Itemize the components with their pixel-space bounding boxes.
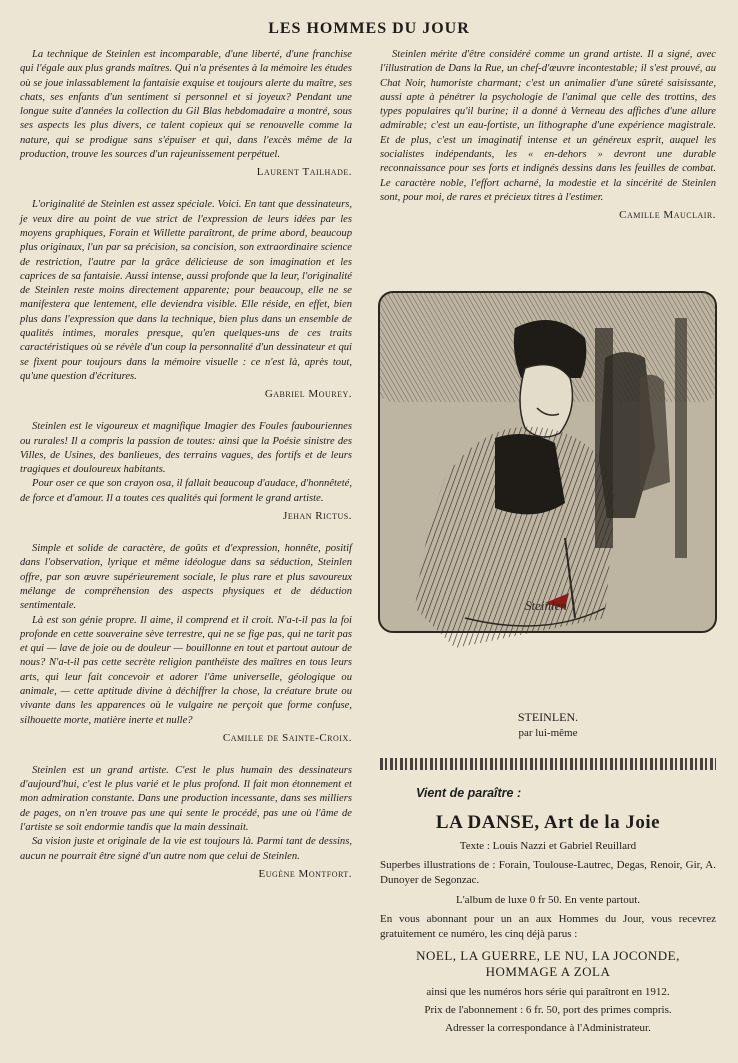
quote-block [20,542,352,728]
quote-block [380,48,716,205]
quote-paragraph: L'originalité de Steinlen est assez spéciale. Voici. En tant que dessinateurs, je veux dire au point de vue strict de l'expression de leurs idées par les moyens graphiques, Forain et Willette paraîtront, de prime abord, beaucoup plus originaux, l'un par sa précision, sa concision, son extraordinaire science de restriction, l'autre par la grâce délicieuse de son imagination et les caprices de sa fantaisie. Aussi intense, aussi profonde que la leur, l'originalité de Steinlen reste moins directement apparente; pour beaucoup, elle ne se manifestera que lentement, elle deviendra visible. Elle réside, en effet, bien plus dans l'expression que dans la technique, bien plus dans un ensemble de qualités intimes, morales presque, qu'en quelques-uns de ces traits caractéristiques où se révèle d'un coup la personnalité d'un dessinateur et qui se fixent pour toujours dans la mémoire visuelle : ce n'est là, après tout, qu'une question d'écritures. [20,199,352,382]
right-column [380,48,716,221]
quote-signature: Camille Mauclair. [619,209,716,222]
quote-block [20,420,352,506]
quote-signature: Jehan Rictus. [283,510,352,523]
quote-paragraph: Steinlen est un grand artiste. C'est le plus humain des dessinateurs d'aujourd'hui, c'est le plus varié et le plus profond. Il fait mon étonnement et mon admiration constante. Dans une production incessante, dans ses milliers de pages, on n'en trouve pas une qui sente le procédé, pas une où l'âme de l'artiste se soit endormie tandis que la main dessinait. [20,764,352,834]
page-header: LES HOMMES DU JOUR [268,20,470,37]
ornamental-divider [380,758,716,770]
quote-block [20,764,352,864]
quote-paragraph: Là est son génie propre. Il aime, il comprend et il croit. N'a-t-il pas la foi profonde en cette souveraine sève terrestre, qui ne se fige pas, qui ne tarit pas et qui — lave de joie ou de douleur — bouillonne en tout et partout autour de nous? N'a-t-il pas cette secrète religion panthéiste des maîtres en tous leurs arts, qui leur fait concevoir et adorer l'âme universelle, géologique ou animale, — cette aptitude divine à déchiffrer la chose, la créature brute ou vivante dans les apparences où le vulgaire ne perçoit que forme confuse, silhouette morte, matière inerte et nulle? [20,614,352,726]
quote-signature: Eugène Montfort. [258,867,352,880]
caption-subtitle: par lui-même [518,727,578,739]
notice-issues-line1: NOEL, LA GUERRE, LE NU, LA JOCONDE, [416,948,680,963]
notice-title: LA DANSE, Art de la Joie [435,812,661,833]
notice-hors-serie: ainsi que les numéros hors série qui paraîtront en 1912. [426,986,670,998]
quote-signature: Laurent Tailhade. [256,166,352,179]
notice-kicker: Vient de paraître : [416,786,522,800]
quote-paragraph: Simple et solide de caractère, de goûts et d'expression, honnête, positif dans l'observation, lyrique et même idéologue dans sa séduction, Steinlen offre, par son œuvre supérieurement sociale, le plus rare et plus savoureux mélange de compréhension des aspects physiques et de déduction sentimentale. [20,543,352,612]
notice-address: Adresser la correspondance à l'Administrateur. [445,1022,651,1034]
left-column [20,48,352,880]
notice-issues-line2: HOMMAGE A ZOLA [485,964,611,979]
quote-block [20,48,352,162]
quote-signature: Camille de Sainte-Croix. [222,731,352,744]
advertisement-notice [380,786,716,1034]
quote-paragraph: Sa vision juste et originale de la vie est toujours là. Parmi tant de dessins, aucun ne pourrait être signé d'un autre nom que celui de Steinlen. [20,836,352,862]
quote-signature: Gabriel Mourey. [264,388,352,401]
notice-text-authors: Texte : Louis Nazzi et Gabriel Reuillard [459,840,637,852]
quote-paragraph: La technique de Steinlen est incomparable, d'une liberté, d'une franchise qui l'égale aux plus grands maîtres. Qui n'a présentes à la mémoire les études où se joue inlassablement la fantaisie exquise et toujours alerte du maître, ses chats, ses enfants d'un sentiment si personnel et si joyeux? Pendant une longue suite d'années la collection du Gil Blas hebdomadaire a montré, sous ses aspects les plus divers, ce talent copieux qui se renouvelle comme la nature, qui se prodigue sans s'épuiser et qui, dans l'excès même de la production, trouve les sources d'un rajeunissement perpétuel. [20,49,352,161]
artist-signature: Steinlen [525,598,567,613]
illustration-caption [380,710,716,739]
self-portrait-illustration [375,288,720,676]
quote-paragraph: Pour oser ce que son crayon osa, il fallait beaucoup d'audace, d'honnêteté, de force et d'amour. Il a toutes ces qualités qui forment le grand artiste. [20,478,352,504]
notice-illustrations: Superbes illustrations de : Forain, Toulouse-Lautrec, Degas, Renoir, Gir, A. Dunoyer de Segonzac. [380,859,716,886]
quote-paragraph: Steinlen est le vigoureux et magnifique Imagier des Foules faubouriennes ou rurales! Il a compris la passion de toutes: ainsi que la Poésie sinistre des Villes, de Usines, des banlieues, des terrains vagues, des fortifs et de leurs tragiques et douloureux habitants. [20,421,352,476]
notice-subscription-price: Prix de l'abonnement : 6 fr. 50, port des primes compris. [424,1004,672,1016]
notice-subscribe: En vous abonnant pour un an aux Hommes du Jour, vous recevrez gratuitement ce numéro, les cinq déjà parus : [380,913,716,940]
notice-price: L'album de luxe 0 fr 50. En vente partout. [455,894,641,906]
quote-block [20,198,352,384]
quote-paragraph: Steinlen mérite d'être considéré comme un grand artiste. Il a signé, avec l'illustration de Dans la Rue, un chef-d'œuvre incontestable; il s'est prouvé, au Chat Noir, humoriste charmant; c'est un animalier d'une sûreté saisissante, aussi apte à pénétrer la psychologie de l'animal que celle des trottins, des types populaires qu'il burine; il a donné à Verneau des affiches d'une allure admirable; c'est un eau-fortiste, un lithographe d'une expérience magistrale. Et de plus, c'est un imaginatif intense et un généreux esprit, auquel les socialistes indépendants, les « en-dehors » devront une durable reconnaissance pour ses forts et indignés dessins dans les feuilles de combat. Le caractère noble, l'effort acharné, la modestie et la sincérité de Steinlen sont, pour moi, de rares et précieux titres à l'estimer. [380,49,716,203]
caption-title: STEINLEN. [517,710,579,724]
